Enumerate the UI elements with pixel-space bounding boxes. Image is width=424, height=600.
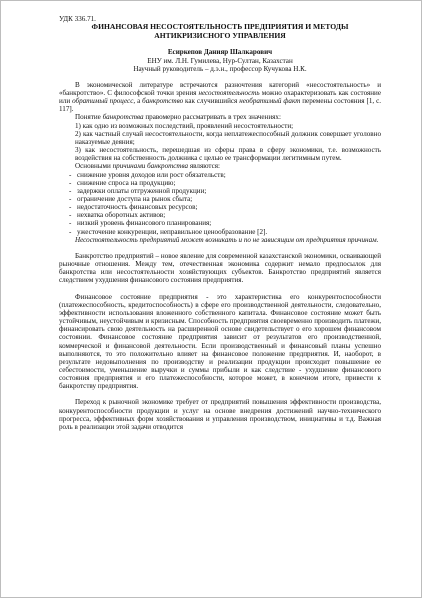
supervisor: Научный руководитель – д.э.н., профессор Кучукова Н.К.	[133, 64, 307, 73]
udk-code: УДК 336.71.	[59, 15, 96, 23]
title-line-2: АНТИКРИЗИСНОГО УПРАВЛЕНИЯ	[154, 30, 286, 40]
text-run: Основными	[75, 162, 113, 171]
paragraph-bankruptcy-concept	[59, 113, 381, 121]
list-item: - нехватка оборотных активов;	[59, 211, 381, 219]
text-run: как случившийся	[183, 97, 240, 106]
list-item: - недостаточность финансовых ресурсов;	[59, 203, 381, 211]
paragraph-bankruptcy-phenomenon: Банкротство предприятий – новое явление для современной казахстанской экономики, осваивающей рыночные отношения. Между тем, отечественная экономика содержит немало предпосылок для банкротства или несостоятельности хозяйствующих субъектов. Банкротство предприятий является следствием ухудшения финансового состояния предприятия.	[59, 251, 381, 285]
paper-title	[59, 23, 381, 40]
text-run-italic: необратимый факт	[239, 97, 301, 106]
list-item: - снижение спроса на продукцию;	[59, 179, 381, 187]
text-run: Понятие	[75, 113, 103, 122]
text-run: , а	[133, 97, 143, 106]
text-run: можно охарактеризовать как состояние или	[59, 88, 381, 106]
list-item: 2) как частный случай несостоятельности, когда неплатежеспособный должник совершает уголовно наказуемые деяния;	[75, 129, 381, 146]
text-run: перемены состояния [1, с. 117].	[59, 97, 382, 114]
list-item: - ограничение доступа на рынок сбыта;	[59, 195, 381, 203]
list-item: 1) как одно из возможных последствий, проявлений несостоятельности;	[75, 121, 294, 130]
text-run-italic: несостоятельность	[198, 88, 260, 97]
paragraph-causes-intro	[59, 162, 381, 170]
page-content	[59, 15, 381, 431]
text-run-italic: обратимый процесс	[72, 97, 134, 106]
paragraph-definitions	[59, 81, 381, 114]
author-affiliation: ЕНУ им. Л.Н. Гумилева, Нур-Султан, Казахстан	[147, 56, 293, 65]
text-run: правомерно рассматривать в трех значениях:	[143, 113, 281, 122]
text-run-italic: банкротство	[142, 97, 184, 106]
text-run-italic: Несостоятельность предприятий может возникать и по не зависящим от предприятия причинам.	[75, 235, 379, 244]
text-run-italic: причинами банкротства	[112, 162, 189, 171]
title-line-1: ФИНАНСОВАЯ НЕСОСТОЯТЕЛЬНОСТЬ ПРЕДПРИЯТИЯ И МЕТОДЫ	[91, 22, 349, 32]
list-item: 3) как несостоятельность, перешедшая из сферы права в сферу экономики, т.е. возможность воздействия на собственность должника с целью ее трансформации легитимным путем.	[75, 146, 381, 163]
causes-list	[59, 171, 381, 236]
numbered-meanings-list	[59, 122, 381, 163]
paragraph-independent-causes	[59, 236, 381, 244]
text-run: В экономической литературе встречаются разночтения категорий «несостоятельность» и «банкротство». С философской точки зрения	[59, 80, 381, 97]
list-item: - задержки оплаты отгруженной продукции;	[59, 187, 381, 195]
list-item: - снижение уровня доходов или рост обязательств;	[59, 171, 381, 179]
text-run: являются:	[188, 162, 220, 171]
list-item: - ужесточение конкуренции, неправильное ценообразование [2].	[59, 228, 381, 236]
text-run-italic: банкротства	[102, 113, 144, 122]
list-item: - низкий уровень финансового планирования;	[59, 219, 381, 227]
paragraph-market-transition: Переход к рыночной экономике требует от предприятий повышения эффективности производства, конкурентоспособности продукции и услуг на основе внедрения достижений научно-технического прогресса, эффективных форм хозяйствования и управления производством, инициативы и т.д. Важная роль в реализации этой задачи отводится	[59, 398, 381, 431]
paragraph-financial-state: Финансовое состояние предприятия - это характеристика его конкурентоспособности (платежеспособность, кредитоспособность) в сфере его производственной деятельности, следовательно, эффективности использования вложенного собственного капитала. Финансовое состояние может быть устойчивым, неустойчивым и кризисным. Способность предприятия своевременно производить платежи, финансировать свою деятельность на расширенной основе свидетельствует о его хорошем финансовом состоянии. Финансовое состояние предприятия зависит от результатов его производственной, коммерческой и финансовой деятельности. Если производственный и финансовый планы успешно выполняются, то это положительно влияет на финансовое положение предприятия. И, наоборот, в результате недовыполнения по производству и реализации продукции происходит повышение ее себестоимости, уменьшение выручки и суммы прибыли и как следствие - ухудшение финансового состояния предприятия и его платежеспособности, которое может, в конечном итоге, привести к банкротству предприятия.	[59, 292, 381, 391]
author-name: Есиркепов Данияр Шалкарович	[167, 48, 273, 57]
